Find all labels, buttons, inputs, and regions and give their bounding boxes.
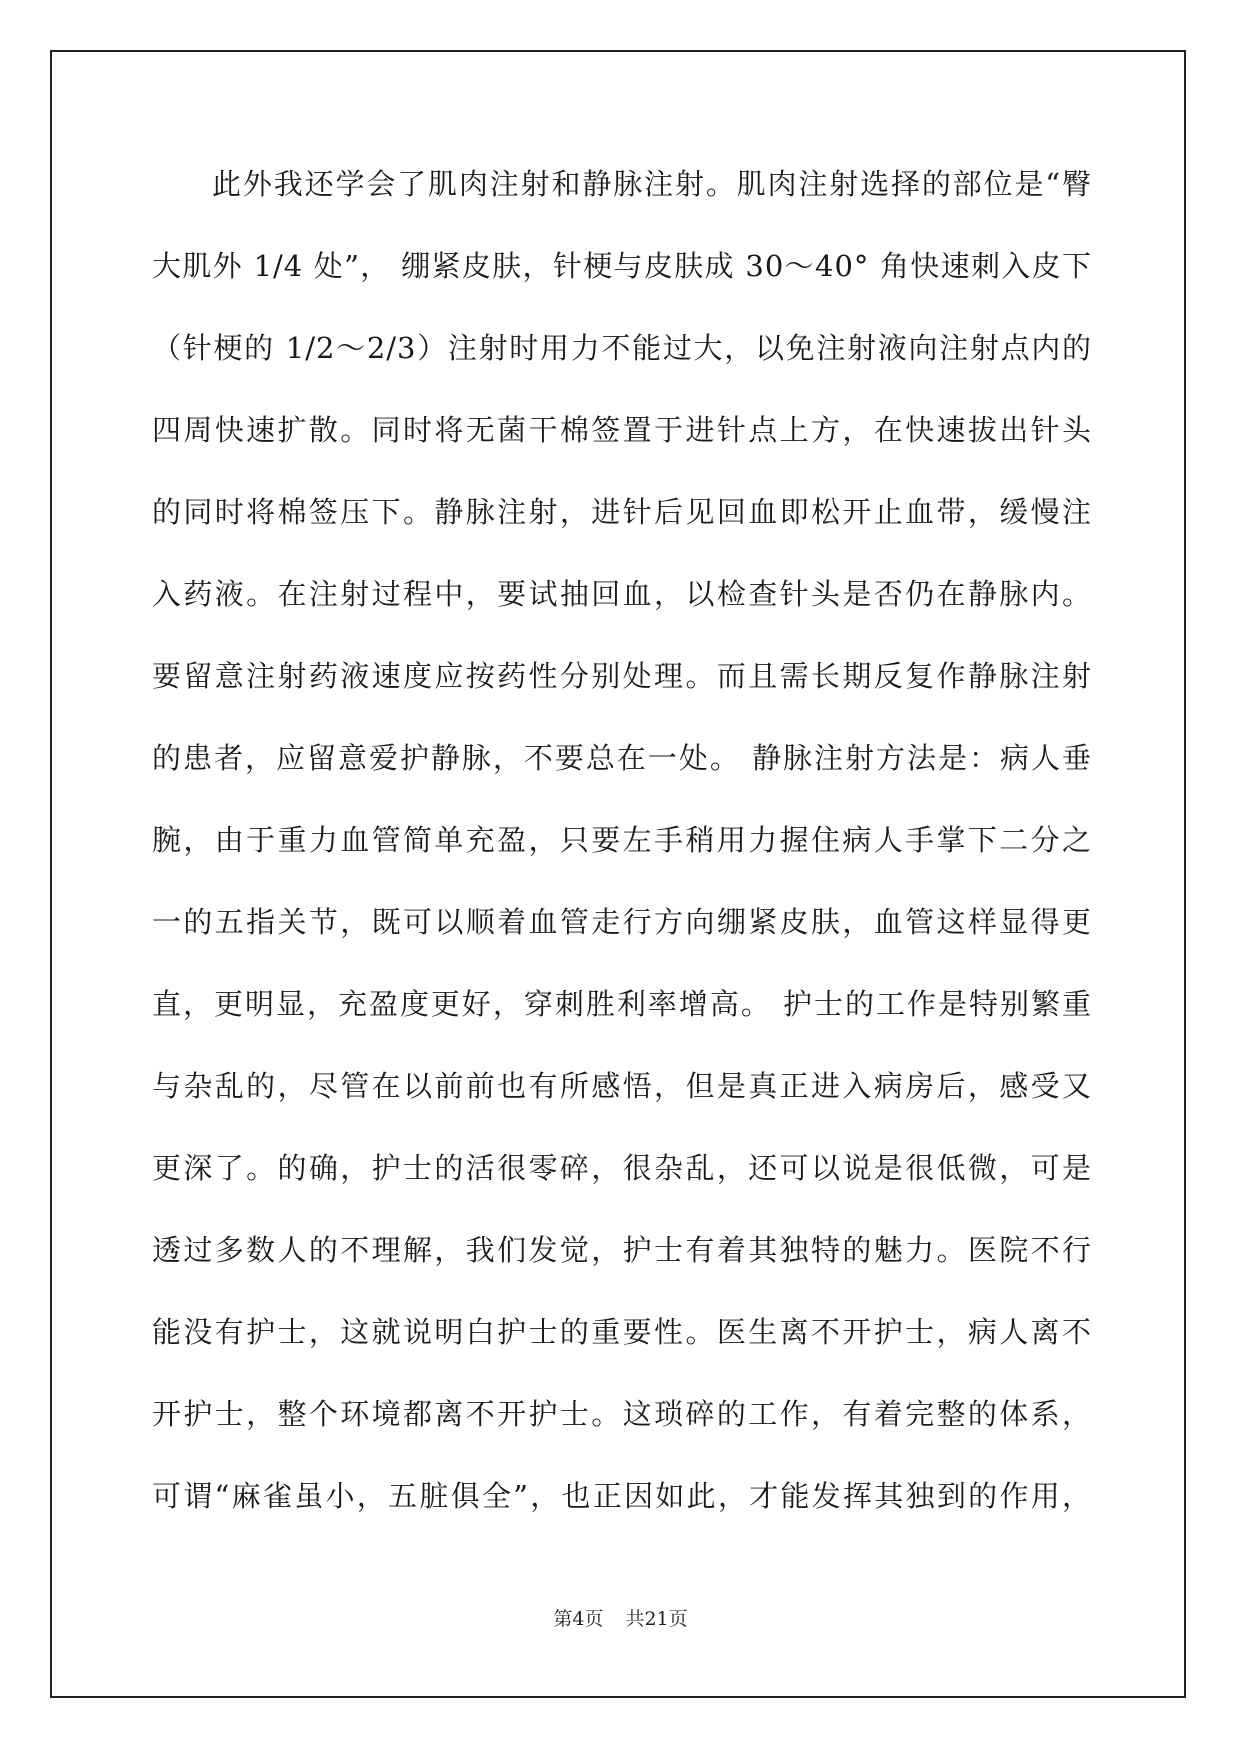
- page-footer: [0, 1604, 1241, 1631]
- text-line-1: 此外我还学会了肌肉注射和静脉注射。肌肉注射选择的部位是“臀: [212, 167, 1092, 201]
- text-line-14: 透过多数人的不理解，我们发觉，护士有着其独特的魅力。医院不行: [152, 1233, 1092, 1267]
- text-line-17: 可谓“麻雀虽小，五脏俱全”，也正因如此，才能发挥其独到的作用，: [152, 1479, 1092, 1513]
- text-line-3: （针梗的 1/2～2/3）注射时用力不能过大，以免注射液向注射点内的: [152, 331, 1092, 365]
- text-line-2: 大肌外 1/4 处”， 绷紧皮肤，针梗与皮肤成 30～40° 角快速刺入皮下: [152, 249, 1092, 283]
- text-line-7: 要留意注射药液速度应按药性分别处理。而且需长期反复作静脉注射: [152, 659, 1092, 693]
- text-line-13: 更深了。的确，护士的活很零碎，很杂乱，还可以说是很低微，可是: [152, 1151, 1092, 1185]
- text-line-5: 的同时将棉签压下。静脉注射，进针后见回血即松开止血带，缓慢注: [152, 495, 1092, 529]
- text-line-6: 入药液。在注射过程中，要试抽回血，以检查针头是否仍在静脉内。: [152, 577, 1092, 611]
- text-line-10: 一的五指关节，既可以顺着血管走行方向绷紧皮肤，血管这样显得更: [152, 905, 1092, 939]
- text-line-12: 与杂乱的，尽管在以前前也有所感悟，但是真正进入病房后，感受又: [152, 1069, 1092, 1103]
- text-line-9: 腕，由于重力血管简单充盈，只要左手稍用力握住病人手掌下二分之: [152, 823, 1092, 857]
- page-total: 共21页: [625, 1608, 688, 1630]
- text-line-15: 能没有护士，这就说明白护士的重要性。医生离不开护士，病人离不: [152, 1315, 1092, 1349]
- page-number: 第4页: [553, 1608, 604, 1630]
- body-paragraph: [152, 160, 1092, 1554]
- text-line-16: 开护士，整个环境都离不开护士。这琐碎的工作，有着完整的体系，: [152, 1397, 1092, 1431]
- text-line-11: 直，更明显，充盈度更好，穿刺胜利率增高。 护士的工作是特别繁重: [152, 987, 1092, 1021]
- text-line-4: 四周快速扩散。同时将无菌干棉签置于进针点上方，在快速拔出针头: [152, 413, 1092, 447]
- text-line-8: 的患者，应留意爱护静脉，不要总在一处。 静脉注射方法是：病人垂: [152, 741, 1092, 775]
